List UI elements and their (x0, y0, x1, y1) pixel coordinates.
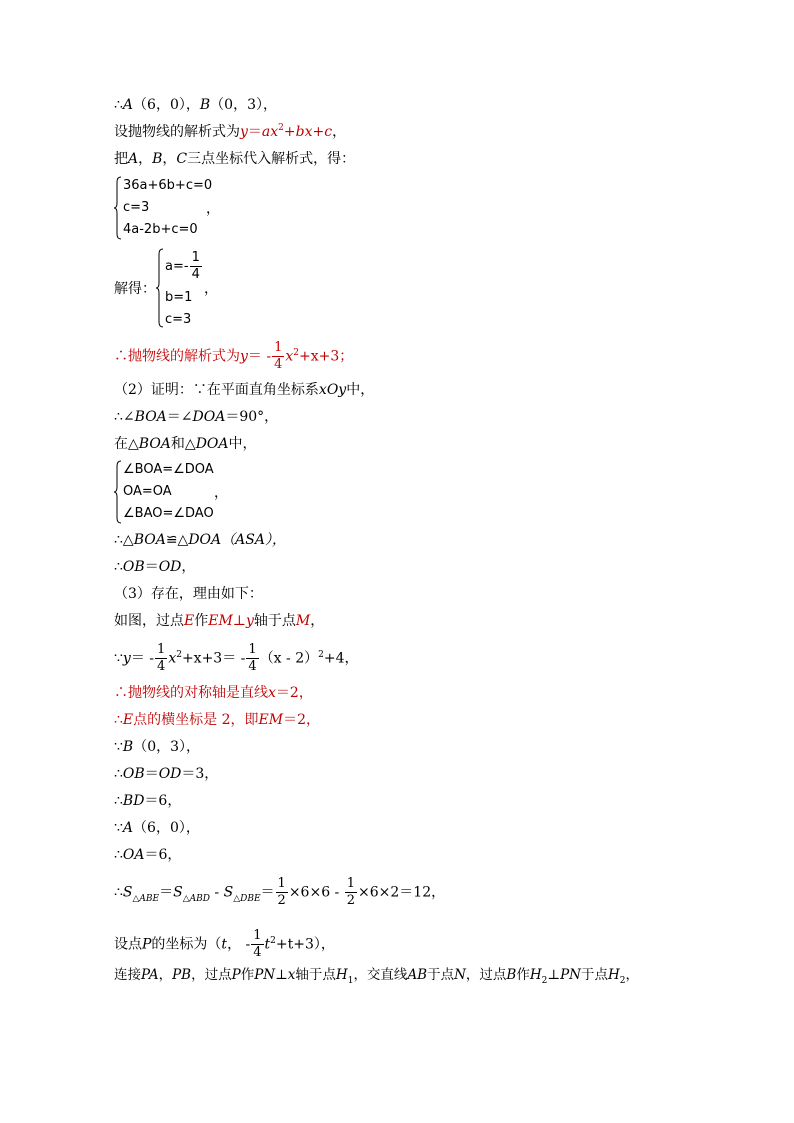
line-area (114, 876, 445, 909)
text: 于点 (580, 967, 608, 983)
line-oa (114, 846, 181, 864)
text: ， (138, 151, 153, 167)
text: DOA (188, 532, 222, 548)
solution-c: c=3 (165, 312, 192, 327)
point-b: B (506, 967, 517, 983)
text: 解得： (114, 281, 156, 297)
text: 设点 (114, 936, 142, 953)
point-a: A (122, 97, 134, 113)
text: （x - 2） (259, 650, 319, 667)
brace-icon (156, 248, 164, 328)
text: ＝ (144, 766, 159, 782)
text: ∵ (114, 739, 123, 755)
point-h: H (529, 967, 542, 983)
fraction (276, 876, 288, 909)
line-connect (114, 966, 639, 986)
text: ， (162, 151, 177, 167)
line-congruent (114, 531, 286, 549)
line-exists (114, 585, 263, 603)
line-symmetry-axis (114, 684, 313, 702)
subscript: 2 (619, 976, 626, 986)
var-t: t (221, 936, 228, 953)
fraction (345, 876, 357, 909)
var-x: x (168, 650, 177, 667)
subscript: △DBE (233, 893, 261, 904)
line-proof (114, 381, 374, 399)
numerator: 1 (157, 642, 166, 657)
text: OA (122, 847, 145, 863)
var-x: x (285, 348, 294, 365)
denominator: 4 (157, 659, 166, 674)
text: 作 (194, 613, 209, 629)
point-p: P (142, 936, 152, 953)
text: 连接 (114, 967, 141, 983)
point-b: B (122, 739, 134, 755)
var-x: x (268, 685, 276, 701)
text: ∵ (114, 820, 123, 836)
text: ， (158, 967, 173, 983)
numerator: 1 (248, 642, 257, 657)
text: （6，0）， (133, 820, 200, 836)
text: （0，3）， (133, 739, 201, 755)
text: 中， (346, 382, 375, 398)
denominator: 2 (277, 893, 286, 908)
point-n: N (454, 967, 466, 983)
line-bd (114, 792, 181, 810)
line-angles (114, 408, 278, 426)
text: 轴于点 (253, 613, 296, 629)
text: ，过点 (191, 967, 232, 983)
var-t: t (264, 936, 271, 953)
point-h: H (335, 967, 348, 983)
text: 设抛物线的解析式为 (114, 124, 240, 140)
line-parabola-result (114, 340, 353, 373)
text: ＝ (144, 559, 159, 575)
text: （3）存在，理由如下： (114, 586, 263, 602)
text: ∴ (114, 793, 123, 809)
text: ∴∠ (114, 409, 135, 425)
fraction (272, 340, 284, 373)
text: 于点 (427, 967, 455, 983)
superscript: 2 (293, 347, 300, 358)
superscript: 2 (176, 649, 182, 660)
fraction (155, 642, 167, 675)
solution-a (165, 250, 203, 283)
text: ， (181, 559, 196, 575)
text: +x+3＝ - (181, 650, 246, 667)
text: ∵ (114, 650, 123, 667)
text: OD (158, 559, 182, 575)
line-substitute (114, 150, 355, 168)
text: +bx+c (283, 124, 333, 140)
line-ob-od-3 (114, 765, 218, 783)
denominator: 2 (346, 893, 356, 908)
equation-system-1 (114, 176, 224, 240)
text: 轴于点 (295, 967, 336, 983)
text: ∴ (114, 766, 123, 782)
text: ，交直线 (353, 967, 408, 983)
point-e: E (122, 712, 134, 728)
text: ＝2， (283, 712, 320, 728)
text: EM (258, 712, 284, 728)
point-a: A (122, 820, 134, 836)
solve-label (114, 280, 156, 298)
text: ∴抛物线的解析式为 (114, 348, 240, 365)
text: +t+3）， (275, 936, 335, 953)
line-p-coord (114, 928, 335, 961)
text: - (209, 884, 224, 901)
numerator: 1 (191, 250, 200, 265)
text: DOA (192, 409, 226, 425)
text: ∴ (114, 712, 123, 728)
text: ＝3， (181, 766, 219, 782)
text: ， (332, 124, 347, 140)
denominator: 4 (274, 357, 283, 372)
var-y: y (240, 124, 248, 140)
text: ＝ (247, 124, 262, 140)
equation-row: ∠BAO=∠DAO (123, 506, 214, 521)
text: S (223, 884, 234, 901)
equation-row: 36a+6b+c=0 (123, 178, 213, 193)
text: 在△ (114, 436, 139, 452)
equation-row: c=3 (123, 200, 150, 215)
fraction (246, 642, 258, 675)
point-a: A (128, 151, 139, 167)
text: ∴ (114, 559, 123, 575)
text: 如图，过点 (114, 613, 184, 629)
text: +x+3； (299, 348, 354, 365)
equation-row: ∠BOA=∠DOA (123, 462, 214, 477)
text: BD (122, 793, 145, 809)
line-a-coord (114, 819, 200, 837)
brace-icon (114, 176, 122, 240)
fraction (190, 250, 202, 283)
text: ≌△ (165, 532, 189, 548)
superscript: 2 (318, 649, 324, 660)
text: ＝ - (130, 650, 155, 667)
text: ＝6， (144, 793, 182, 809)
numerator: 1 (274, 340, 283, 355)
line-ob-od (114, 558, 195, 576)
text: ＝90°， (225, 409, 279, 425)
text: 三点坐标代入解析式，得： (187, 151, 356, 167)
text: PN⊥x (254, 967, 296, 983)
text: AB (407, 967, 428, 983)
text: ax (261, 124, 279, 140)
text: ∴ (114, 847, 123, 863)
text: 点的横坐标是 2，即 (133, 712, 259, 728)
text: ∴ (114, 884, 123, 901)
text: （0，3）， (210, 97, 277, 113)
text: 作 (516, 967, 530, 983)
text: OB (122, 766, 145, 782)
text: ∴△ (114, 532, 134, 548)
superscript: 2 (270, 935, 276, 946)
equation-row: OA=OA (123, 484, 172, 499)
point-p: P (231, 967, 241, 983)
text: PN (560, 967, 581, 983)
text: ， (204, 281, 218, 297)
text: 把 (114, 151, 128, 167)
numerator: 1 (253, 928, 262, 943)
text: 作 (240, 967, 255, 983)
text: ＝ (260, 884, 275, 901)
text: ， (625, 967, 639, 983)
line-vertex-form (114, 642, 359, 675)
text: 中， (228, 436, 257, 452)
line-e-abscissa (114, 711, 320, 729)
line-b-coord (114, 738, 200, 756)
text: OB (122, 559, 145, 575)
text: +4， (323, 650, 359, 667)
text: ， (310, 613, 325, 629)
text: （2）证明：∵在平面直角坐标系 (114, 382, 319, 398)
point-c: C (176, 151, 188, 167)
denominator: 4 (191, 267, 200, 282)
denominator: 4 (248, 659, 257, 674)
text: ， - (227, 936, 251, 953)
text: BOA (134, 409, 167, 425)
text: DOA (195, 436, 229, 452)
point-m: M (295, 613, 311, 629)
text: ×6×6 - (288, 884, 344, 901)
text: a=- (165, 259, 189, 274)
text: ⊥ (547, 967, 561, 983)
text: ，过点 (465, 967, 507, 983)
equation-row: 4a-2b+c=0 (123, 222, 198, 237)
equation-system-2 (114, 460, 234, 524)
text: ＝6， (144, 847, 182, 863)
superscript: 2 (278, 123, 284, 133)
text: EM⊥y (208, 613, 254, 629)
text: 的坐标为（ (151, 936, 222, 953)
var-y: y (122, 650, 131, 667)
solution-b: b=1 (165, 290, 193, 305)
line-coordinates-ab (114, 96, 277, 114)
subscript: △ABD (182, 893, 210, 904)
line-figure (114, 612, 324, 630)
text: ＝2， (275, 685, 313, 701)
fraction (251, 928, 263, 961)
text: ， (206, 201, 220, 217)
denominator: 4 (253, 945, 262, 960)
text: xOy (318, 382, 347, 398)
text: （6，0）， (133, 97, 200, 113)
numerator: 1 (277, 876, 286, 891)
text: ∴抛物线的对称轴是直线 (114, 685, 268, 701)
text: ×6×2＝12， (358, 884, 446, 901)
text: PA (141, 967, 159, 983)
text: ∴ (114, 97, 123, 113)
text: OD (158, 766, 182, 782)
text: BOA (133, 532, 166, 548)
point-b: B (199, 97, 211, 113)
subscript: △ABE (132, 893, 160, 904)
text: （ASA）， (221, 532, 286, 548)
text: ＝ (159, 884, 174, 901)
text: BOA (138, 436, 171, 452)
line-triangles (114, 435, 257, 453)
text: S (173, 884, 183, 901)
subscript: 2 (541, 976, 548, 986)
text: ＝∠ (166, 409, 193, 425)
point-b: B (152, 151, 163, 167)
point-h: H (607, 967, 620, 983)
text: PB (172, 967, 192, 983)
line-set-parabola (114, 123, 346, 143)
subscript: 1 (347, 976, 354, 986)
numerator: 1 (346, 876, 356, 891)
text: S (122, 884, 133, 901)
text: 和△ (170, 436, 196, 452)
brace-icon (114, 460, 122, 524)
var-y: y (240, 348, 248, 365)
point-e: E (184, 613, 195, 629)
text: ＝ - (247, 348, 272, 365)
text: ， (214, 485, 228, 501)
solution-system (156, 248, 226, 328)
